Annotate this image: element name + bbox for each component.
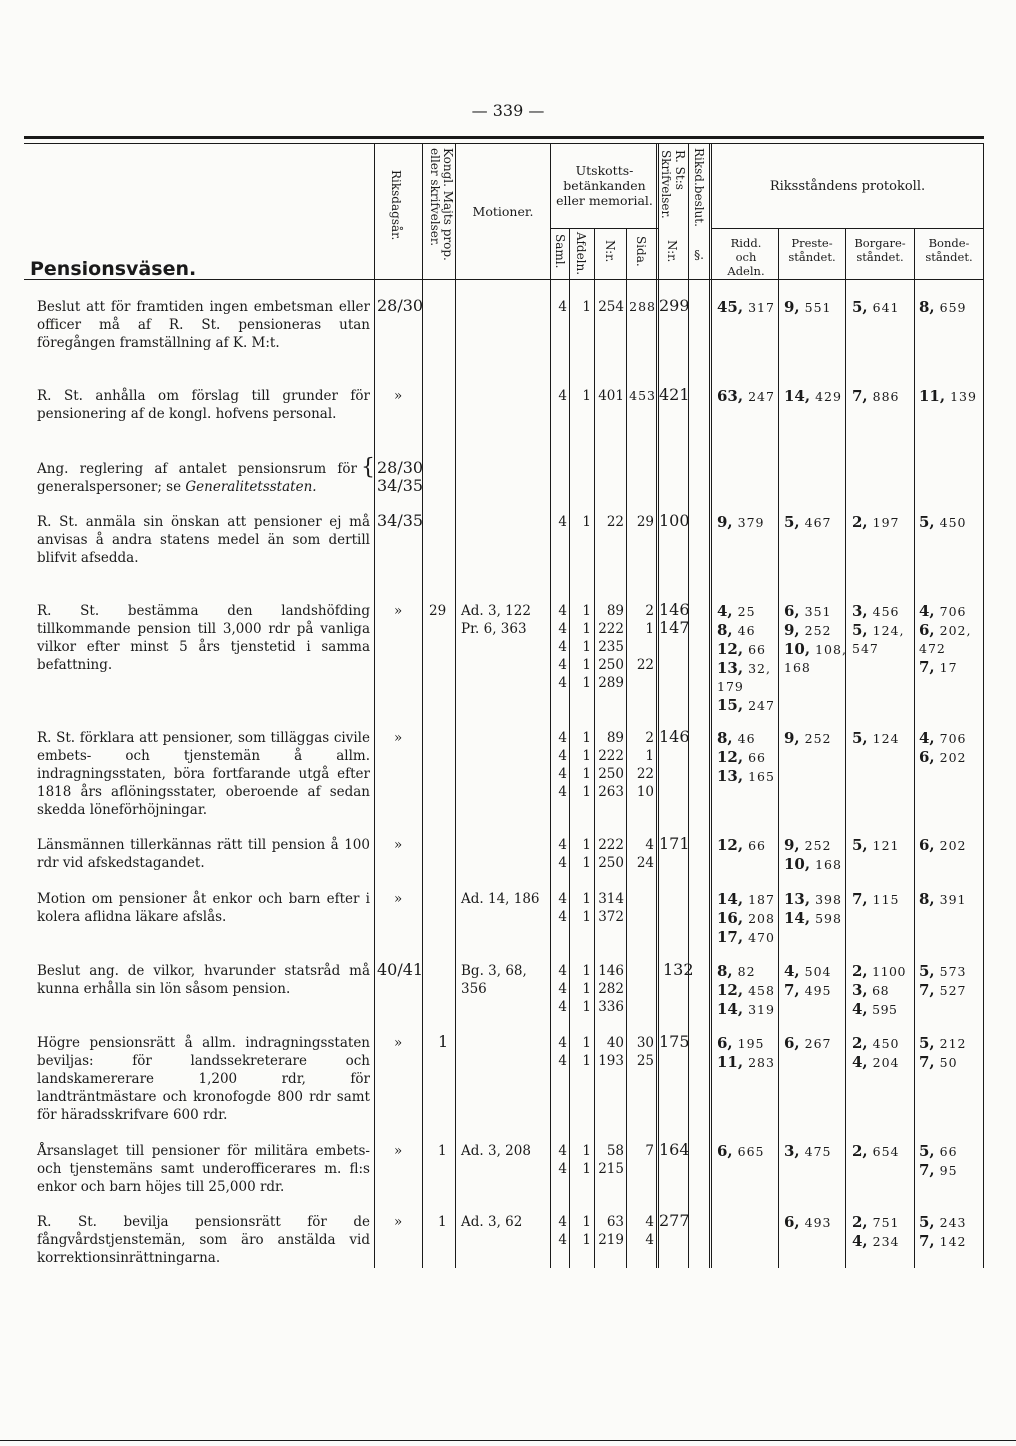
header-rst-skrifvelser: R. St:s Skrifvelser. xyxy=(659,150,687,219)
col-line-10 xyxy=(709,144,712,1268)
entry-11-afd: 1 1 xyxy=(582,1214,591,1248)
col-line-13 xyxy=(914,228,915,1268)
entry-5-saml: 4 4 4 4 xyxy=(558,730,567,800)
entry-0-year: 28/30 xyxy=(377,296,424,315)
entry-7-ridd: 14, 187 16, 208 17, 470 xyxy=(717,890,775,946)
entry-11-preste: 6, 493 xyxy=(784,1213,832,1231)
entry-5-sida: 2 1 22 10 xyxy=(636,730,654,800)
entry-10-bonde: 5, 66 7, 95 xyxy=(919,1142,958,1179)
entry-8-mot2: 356 xyxy=(461,981,487,997)
entry-0-nr: 254 xyxy=(598,299,624,315)
entry-8-year: 40/41 xyxy=(377,960,424,979)
entry-4-nr: 89 222 235 250 289 xyxy=(598,603,624,691)
entry-5-description: R. St. förklara att pensioner, som tilläggas civile embets- och tjenstemän å allm. indragningsstaten, böra fortfarande utgå efter 1818 års aflöningsstater, oberoende af sedan skedda löneförhöjningar. xyxy=(37,730,370,818)
entry-6-description: Länsmännen tillerkännas rätt till pension å 100 rdr vid afskedstagandet. xyxy=(37,837,370,871)
entry-11-description: R. St. bevilja pensionsrätt för de fångvårdstjenstemän, som äro anstälda vid korrektionsinrättningarna. xyxy=(37,1214,370,1266)
entry-1-nr: 401 xyxy=(598,388,624,404)
entry-7-saml: 4 4 xyxy=(558,891,567,925)
entry-4-rst: 146 147 xyxy=(659,600,690,637)
entry-3-saml: 4 xyxy=(558,514,567,530)
top-rule-thin xyxy=(24,143,984,144)
entry-9-description: Högre pensionsrätt å allm. indragningsstaten beviljas: för landssekreterare och landskamererare 1,200 rdr, för landträntmästare och kronofogde 800 rdr samt för häradsskrifvare 600 rdr. xyxy=(37,1035,370,1123)
entry-0-bonde: 8, 659 xyxy=(919,298,967,316)
section-title: Pensionsväsen. xyxy=(30,258,197,280)
entry-8-bonde: 5, 573 7, 527 xyxy=(919,962,967,999)
entry-2-description-ref: Generalitetsstaten. xyxy=(185,479,317,495)
entry-1-sida: 453 xyxy=(629,388,656,403)
entry-11-sida: 4 4 xyxy=(645,1214,654,1248)
entry-11-rst: 277 xyxy=(659,1211,690,1230)
entry-0-afd: 1 xyxy=(582,299,591,315)
entry-11-kongl: 1 xyxy=(438,1214,447,1230)
entry-0-ridd: 45, 317 xyxy=(717,298,775,316)
entry-8-nr: 146 282 336 xyxy=(598,963,624,1015)
entry-5-ridd: 8, 46 12, 66 13, 165 xyxy=(717,729,775,785)
entry-9-afd: 1 1 xyxy=(582,1035,591,1069)
page-number: — 339 — xyxy=(471,101,545,120)
entry-6-saml: 4 4 xyxy=(558,837,567,871)
entry-4-description: R. St. bestämma den landshöfding tillkommande pension till 3,000 rdr på vanliga vilkor efter minst 5 års tjenstetid i samma befattning. xyxy=(37,603,370,673)
entry-0-description: Beslut att för framtiden ingen embetsman eller officer må af R. St. pensioneras utan föregången framställning af K. M:t. xyxy=(37,299,370,351)
header-preste: Preste-ståndet. xyxy=(788,236,836,264)
entry-10-preste: 3, 475 xyxy=(784,1142,832,1160)
entry-1-borgare: 7, 886 xyxy=(852,387,900,405)
entry-8-preste: 4, 504 7, 495 xyxy=(784,962,832,999)
entry-10-mot1: Ad. 3, 208 xyxy=(461,1143,531,1159)
entry-10-nr: 58 215 xyxy=(598,1143,624,1177)
entry-9-rst: 175 xyxy=(659,1032,690,1051)
entry-7-borgare: 7, 115 xyxy=(852,890,900,908)
entry-10-afd: 1 1 xyxy=(582,1143,591,1177)
entry-3-description: R. St. anmäla sin önskan att pensioner ej må anvisas å andra statens medel än som dertill blifvit afsedda. xyxy=(37,514,370,566)
header-protokoll: Riksståndens protokoll. xyxy=(769,179,926,194)
entry-1-rst: 421 xyxy=(659,385,690,404)
col-line-1 xyxy=(374,144,375,1268)
entry-10-kongl: 1 xyxy=(438,1143,447,1159)
entry-4-year: » xyxy=(394,603,403,619)
entry-2-year1: 28/30 xyxy=(377,458,424,477)
entry-11-year: » xyxy=(394,1214,403,1230)
entry-3-ridd: 9, 379 xyxy=(717,513,765,531)
entry-7-afd: 1 1 xyxy=(582,891,591,925)
header-bonde: Bonde-ståndet. xyxy=(925,236,973,264)
entry-5-bonde: 4, 706 6, 202 xyxy=(919,729,967,766)
entry-4-sida: 2 1 22 xyxy=(636,603,654,673)
entry-6-preste: 9, 252 10, 168 xyxy=(784,836,842,873)
entry-5-afd: 1 1 1 1 xyxy=(582,730,591,800)
col-line-14 xyxy=(983,144,984,1268)
entry-1-bonde: 11, 139 xyxy=(919,387,977,405)
header-sida: Sida. xyxy=(634,236,648,267)
header-riksd-beslut: Riksd.beslut. xyxy=(692,148,706,227)
entry-3-afd: 1 xyxy=(582,514,591,530)
entry-10-saml: 4 4 xyxy=(558,1143,567,1177)
bottom-rule xyxy=(0,1440,1016,1441)
entry-2-brace: { xyxy=(361,455,375,480)
entry-4-afd: 1 1 1 1 1 xyxy=(582,603,591,691)
entry-4-borgare: 3, 456 5, 124, 547 xyxy=(852,602,905,656)
entry-7-nr: 314 372 xyxy=(598,891,624,925)
entry-3-sida: 29 xyxy=(636,514,654,530)
entry-6-afd: 1 1 xyxy=(582,837,591,871)
entry-10-rst: 164 xyxy=(659,1140,690,1159)
entry-9-preste: 6, 267 xyxy=(784,1034,832,1052)
entry-8-borgare: 2, 1100 3, 68 4, 595 xyxy=(852,962,906,1018)
entry-4-kongl: 29 xyxy=(429,603,447,619)
entry-1-year: » xyxy=(394,388,403,404)
header-nr2: N:r. xyxy=(665,240,679,263)
entry-11-mot1: Ad. 3, 62 xyxy=(461,1214,523,1230)
header-riksdagsar: Riksdagsår. xyxy=(389,170,403,241)
entry-11-bonde: 5, 243 7, 142 xyxy=(919,1213,967,1250)
entry-1-preste: 14, 429 xyxy=(784,387,842,405)
entry-1-ridd: 63, 247 xyxy=(717,387,775,405)
entry-5-year: » xyxy=(394,730,403,746)
entry-3-borgare: 2, 197 xyxy=(852,513,900,531)
entry-6-bonde: 6, 202 xyxy=(919,836,967,854)
entry-11-nr: 63 219 xyxy=(598,1214,624,1248)
header-motioner: Motioner. xyxy=(472,204,534,219)
entry-5-rst: 146 xyxy=(659,727,690,746)
entry-6-year: » xyxy=(394,837,403,853)
col-line-11 xyxy=(778,228,779,1268)
entry-7-description: Motion om pensioner åt enkor och barn efter i kolera aflidna läkare afslås. xyxy=(37,891,370,925)
header-kongl: Kongl. Majts prop. eller skrifvelser. xyxy=(428,148,455,261)
entry-5-nr: 89 222 250 263 xyxy=(598,730,624,800)
entry-4-preste: 6, 351 9, 252 10, 108, 168 xyxy=(784,602,847,675)
entry-3-rst: 100 xyxy=(659,511,690,530)
header-borgare: Borgare-ståndet. xyxy=(854,236,906,264)
header-utskotts: Utskotts-betänkanden eller memorial. xyxy=(556,163,653,208)
header-mid-rule-utskott xyxy=(550,228,658,229)
entry-3-nr: 22 xyxy=(606,514,624,530)
entry-6-ridd: 12, 66 xyxy=(717,836,766,854)
entry-9-ridd: 6, 195 11, 283 xyxy=(717,1034,775,1071)
entry-1-saml: 4 xyxy=(558,388,567,404)
entry-9-borgare: 2, 450 4, 204 xyxy=(852,1034,900,1071)
entry-6-sida: 4 24 xyxy=(636,837,654,871)
entry-8-afd: 1 1 1 xyxy=(582,963,591,1015)
entry-7-bonde: 8, 391 xyxy=(919,890,967,908)
entry-8-description: Beslut ang. de vilkor, hvarunder statsråd må kunna erhålla sin lön såsom pension. xyxy=(37,963,370,997)
header-nr: N:r. xyxy=(603,240,617,263)
header-para: §. xyxy=(694,248,704,262)
entry-9-saml: 4 4 xyxy=(558,1035,567,1069)
entry-4-saml: 4 4 4 4 4 xyxy=(558,603,567,691)
entry-4-mot1: Ad. 3, 122 xyxy=(461,603,531,619)
entry-4-ridd: 4, 25 8, 46 12, 66 13, 32, 179 15, 247 xyxy=(717,602,775,714)
entry-5-preste: 9, 252 xyxy=(784,729,832,747)
entry-0-borgare: 5, 641 xyxy=(852,298,900,316)
header-mid-rule-protokoll xyxy=(711,228,983,229)
entry-3-year: 34/35 xyxy=(377,511,424,530)
entry-7-mot1: Ad. 14, 186 xyxy=(461,891,540,907)
entry-9-nr: 40 193 xyxy=(598,1035,624,1069)
entry-8-rst: 132 xyxy=(663,960,694,979)
entry-9-bonde: 5, 212 7, 50 xyxy=(919,1034,967,1071)
entry-4-bonde: 4, 706 6, 202, 472 7, 17 xyxy=(919,602,972,676)
entry-10-ridd: 6, 665 xyxy=(717,1142,765,1160)
entry-0-sida: 288 xyxy=(629,299,656,314)
entry-3-preste: 5, 467 xyxy=(784,513,832,531)
entry-8-saml: 4 4 4 xyxy=(558,963,567,1015)
entry-6-nr: 222 250 xyxy=(598,837,624,871)
entry-0-rst: 299 xyxy=(659,296,690,315)
entry-2-description xyxy=(37,460,357,496)
entry-10-year: » xyxy=(394,1143,403,1159)
entry-3-bonde: 5, 450 xyxy=(919,513,967,531)
entry-9-year: » xyxy=(394,1035,403,1051)
entry-11-borgare: 2, 751 4, 234 xyxy=(852,1213,900,1250)
entry-10-borgare: 2, 654 xyxy=(852,1142,900,1160)
entry-4-mot2: Pr. 6, 363 xyxy=(461,621,527,637)
header-ridd: Ridd. och Adeln. xyxy=(727,236,765,278)
col-line-3 xyxy=(455,144,456,1268)
entry-1-afd: 1 xyxy=(582,388,591,404)
entry-7-preste: 13, 398 14, 598 xyxy=(784,890,842,927)
entry-9-kongl: 1 xyxy=(438,1032,449,1051)
entry-6-borgare: 5, 121 xyxy=(852,836,900,854)
entry-10-sida: 7 xyxy=(645,1143,654,1159)
entry-6-rst: 171 xyxy=(659,834,690,853)
top-rule-thick xyxy=(24,136,984,139)
col-line-12 xyxy=(845,228,846,1268)
entry-2-year2: 34/35 xyxy=(377,476,424,495)
entry-0-saml: 4 xyxy=(558,299,567,315)
header-saml: Saml. xyxy=(553,234,567,269)
entry-7-year: » xyxy=(394,891,403,907)
entry-9-sida: 30 25 xyxy=(636,1035,654,1069)
entry-11-saml: 4 4 xyxy=(558,1214,567,1248)
entry-10-description: Årsanslaget till pensioner för militära embets- och tjenstemäns samt underofficerares m. fl:s enkor och barn höjes till 25,000 rdr. xyxy=(37,1143,370,1195)
entry-2-description-text: Ang. reglering af antalet pensionsrum för generalspersoner; se xyxy=(37,461,357,495)
entry-5-borgare: 5, 124 xyxy=(852,729,900,747)
entry-8-ridd: 8, 82 12, 458 14, 319 xyxy=(717,962,775,1018)
entry-8-mot1: Bg. 3, 68, xyxy=(461,963,527,979)
header-afdeln: Afdeln. xyxy=(574,232,588,276)
entry-1-description: R. St. anhålla om förslag till grunder för pensionering af de kongl. hofvens personal. xyxy=(37,388,370,422)
entry-0-preste: 9, 551 xyxy=(784,298,832,316)
